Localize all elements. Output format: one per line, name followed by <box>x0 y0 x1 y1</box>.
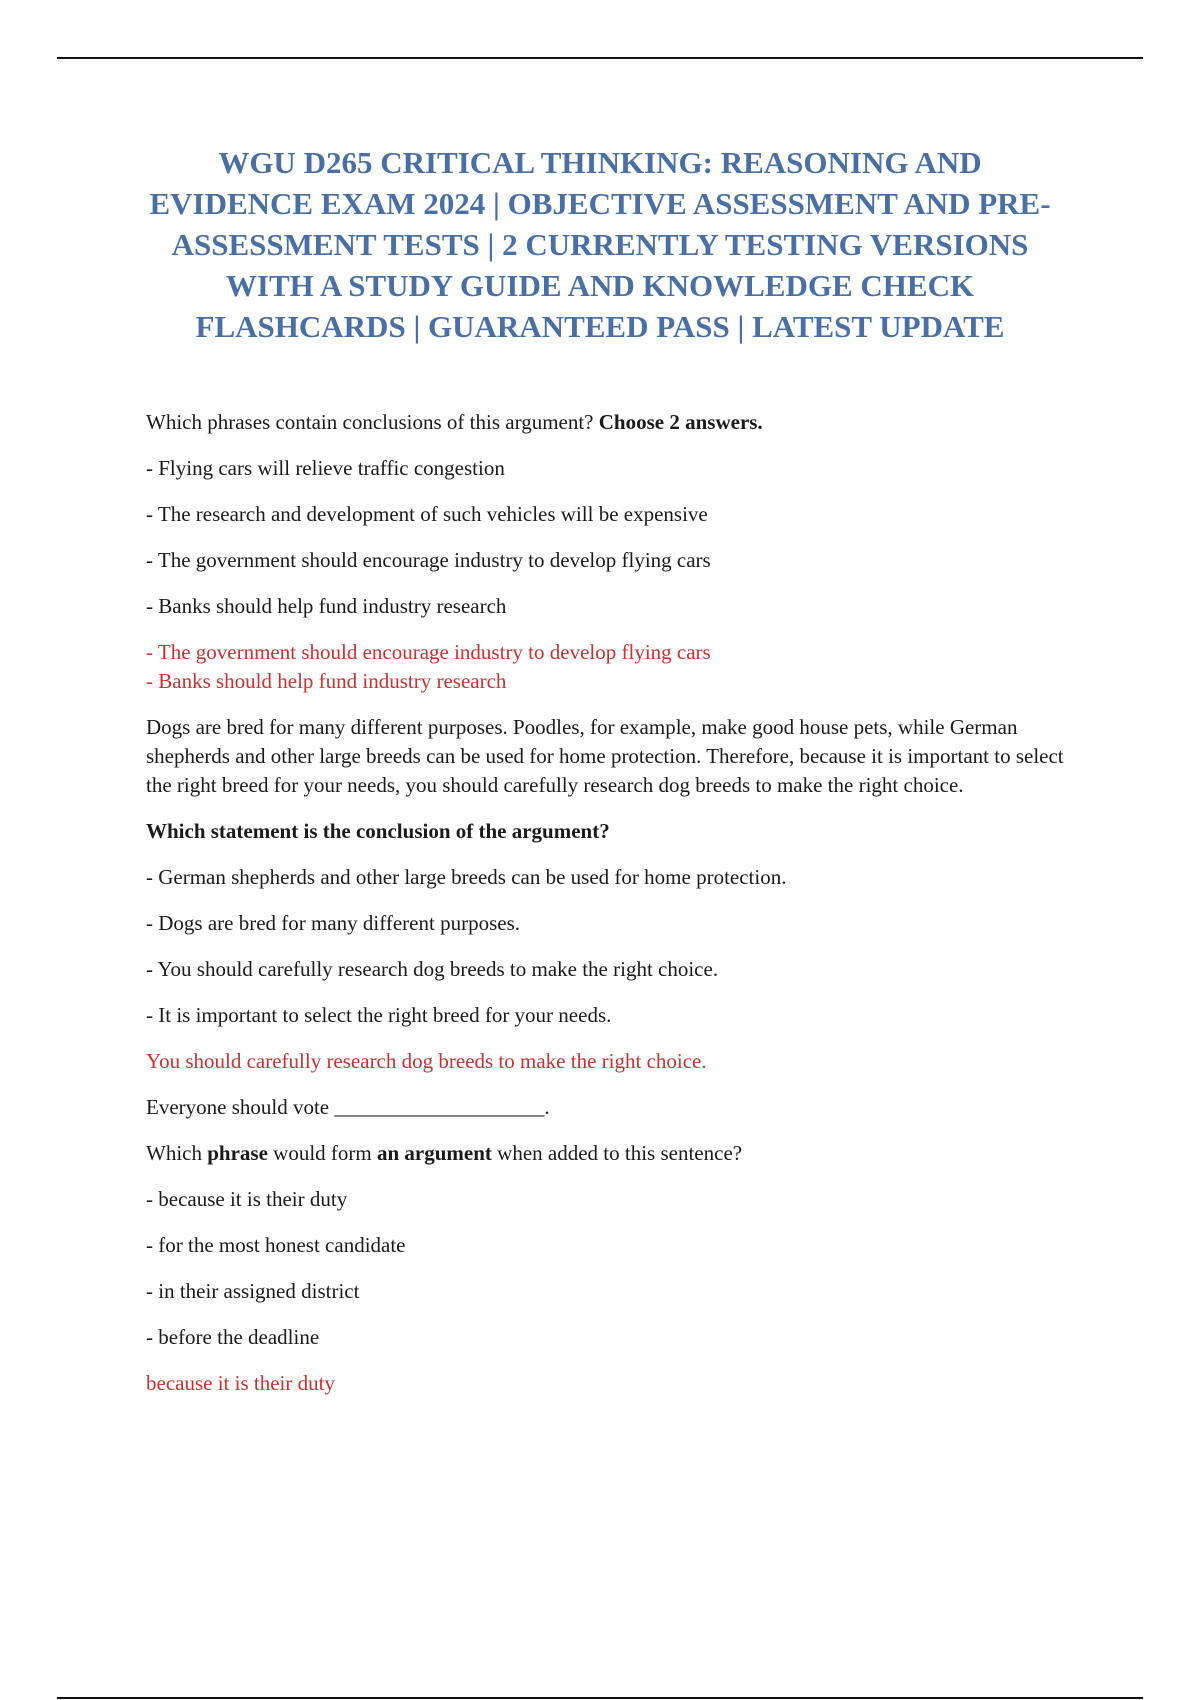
title-line: ASSESSMENT TESTS | 2 CURRENTLY TESTING VERSIONS <box>171 227 1029 262</box>
title-line: EVIDENCE EXAM 2024 | OBJECTIVE ASSESSMENT AND PRE- <box>149 186 1051 221</box>
question-1-answer: - The government should encourage industry to develop flying cars <box>146 640 711 664</box>
question-3-option: - because it is their duty <box>146 1187 348 1211</box>
question-3-option: - in their assigned district <box>146 1279 360 1303</box>
question-2-option: - You should carefully research dog breeds to make the right choice. <box>146 957 719 981</box>
question-1-option: - Flying cars will relieve traffic congestion <box>146 456 505 480</box>
question-1-prompt: Which phrases contain conclusions of this argument? Choose 2 answers. <box>146 410 763 434</box>
question-3-option: - before the deadline <box>146 1325 320 1349</box>
question-1-option: - The research and development of such vehicles will be expensive <box>146 502 708 526</box>
question-3-prompt: Which phrase would form an argument when added to this sentence? <box>146 1141 743 1165</box>
question-1-option: - The government should encourage industry to develop flying cars <box>146 548 711 572</box>
question-2-option: - Dogs are bred for many different purposes. <box>146 911 520 935</box>
title-line: WITH A STUDY GUIDE AND KNOWLEDGE CHECK <box>225 268 975 303</box>
question-1-answer: - Banks should help fund industry research <box>146 669 507 693</box>
question-1-option: - Banks should help fund industry research <box>146 594 507 618</box>
document-title <box>135 142 1065 347</box>
question-2-option: - German shepherds and other large breeds can be used for home protection. <box>146 865 787 889</box>
question-3-option: - for the most honest candidate <box>146 1233 406 1257</box>
question-2-option: - It is important to select the right breed for your needs. <box>146 1003 612 1027</box>
top-rule <box>57 57 1143 59</box>
bottom-rule <box>57 1697 1143 1699</box>
title-line: FLASHCARDS | GUARANTEED PASS | LATEST UPDATE <box>195 309 1005 344</box>
question-1-instruction: Choose 2 answers. <box>598 410 763 434</box>
title-line: WGU D265 CRITICAL THINKING: REASONING AND <box>218 145 982 180</box>
question-2-prompt: Which statement is the conclusion of the argument? <box>146 819 610 843</box>
question-3-answer: because it is their duty <box>146 1371 335 1395</box>
question-3-sentence: Everyone should vote ____________________. <box>146 1095 550 1119</box>
question-2-answer: You should carefully research dog breeds to make the right choice. <box>146 1049 707 1073</box>
document-body <box>146 408 1086 1398</box>
question-2-passage: Dogs are bred for many different purposes. Poodles, for example, make good house pets, while German shepherds and other large breeds can be used for home protection. Therefore, because it is important to select the right breed for your needs, you should carefully research dog breeds to make the right choice. <box>146 715 1064 797</box>
